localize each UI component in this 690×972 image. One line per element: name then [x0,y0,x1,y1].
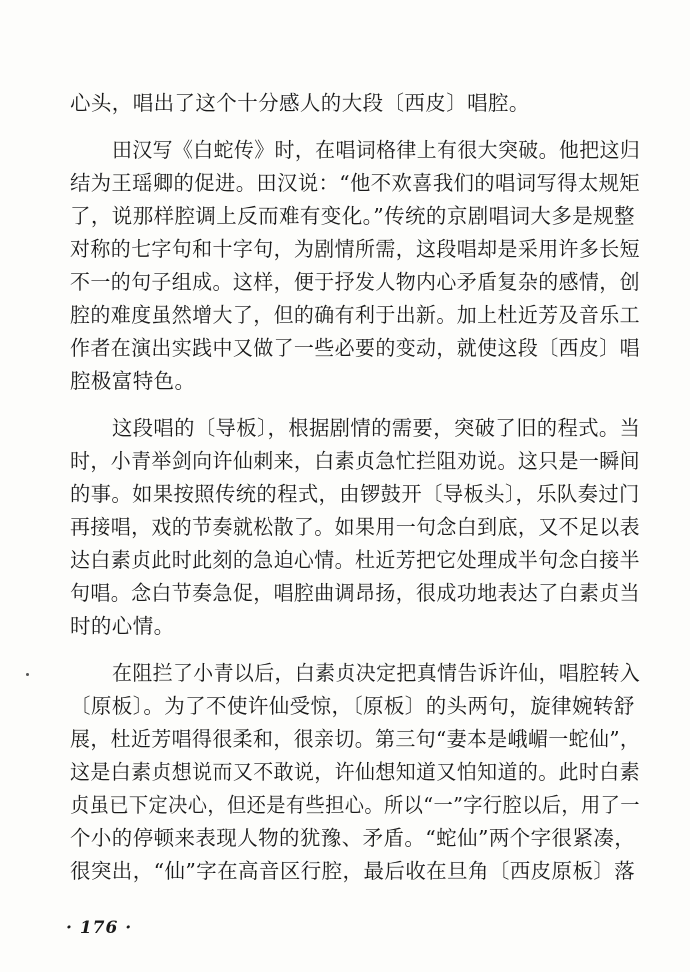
text-line: 贞虽已下定决心，但还是有些担心。所以“一”字行腔以后，用了一 [70,793,640,817]
page-number: · 176 · [66,918,133,938]
text-line: 时，小青举剑向许仙刺来，白素贞急忙拦阻劝说。这只是一瞬间 [70,449,640,473]
text-line: 达白素贞此时此刻的急迫心情。杜近芳把它处理成半句念白接半 [70,548,640,572]
text-line: 结为王瑶卿的促进。田汉说：“他不欢喜我们的唱词写得太规矩 [70,171,641,195]
text-line: 心头，唱出了这个十分感人的大段〔西皮〕唱腔。 [70,91,530,115]
text-line: 在阻拦了小青以后，白素贞决定把真情告诉许仙，唱腔转入 [112,661,641,685]
text-line: 的事。如果按照传统的程式，由锣鼓开〔导板头〕，乐队奏过门 [70,482,640,506]
text-line: 腔的难度虽然增大了，但的确有利于出新。加上杜近芳及音乐工 [70,303,640,327]
text-line: 了，说那样腔调上反而难有变化。”传统的京剧唱词大多是规整 [70,204,635,228]
text-line: 腔极富特色。 [70,369,196,393]
text-line: 〔原板〕。为了不使许仙受惊，〔原板〕的头两句，旋律婉转舒 [70,694,635,718]
scan-speck [26,673,29,676]
text-line: 这段唱的〔导板〕，根据剧情的需要，突破了旧的程式。当 [112,416,641,440]
text-line: 句唱。念白节奏急促，唱腔曲调昂扬，很成功地表达了白素贞当 [70,581,640,605]
text-line: 不一的句子组成。这样，便于抒发人物内心矛盾复杂的感情，创 [70,270,640,294]
text-line: 个小的停顿来表现人物的犹豫、矛盾。“蛇仙”两个字很紧凑， [70,826,636,850]
text-line: 作者在演出实践中又做了一些必要的变动，就使这段〔西皮〕唱 [70,336,640,360]
text-line: 展，杜近芳唱得很柔和，很亲切。第三句“妻本是峨嵋一蛇仙”， [70,727,641,751]
text-line: 时的心情。 [70,614,175,638]
text-line: 很突出，“仙”字在高音区行腔，最后收在旦角〔西皮原板〕落 [70,859,636,883]
text-line: 这是白素贞想说而又不敢说，许仙想知道又怕知道的。此时白素 [70,760,640,784]
text-line: 田汉写《白蛇传》时，在唱词格律上有很大突破。他把这归 [112,138,641,162]
text-line: 再接唱，戏的节奏就松散了。如果用一句念白到底，又不足以表 [70,515,640,539]
text-line: 对称的七字句和十字句，为剧情所需，这段唱却是采用许多长短 [70,237,640,261]
